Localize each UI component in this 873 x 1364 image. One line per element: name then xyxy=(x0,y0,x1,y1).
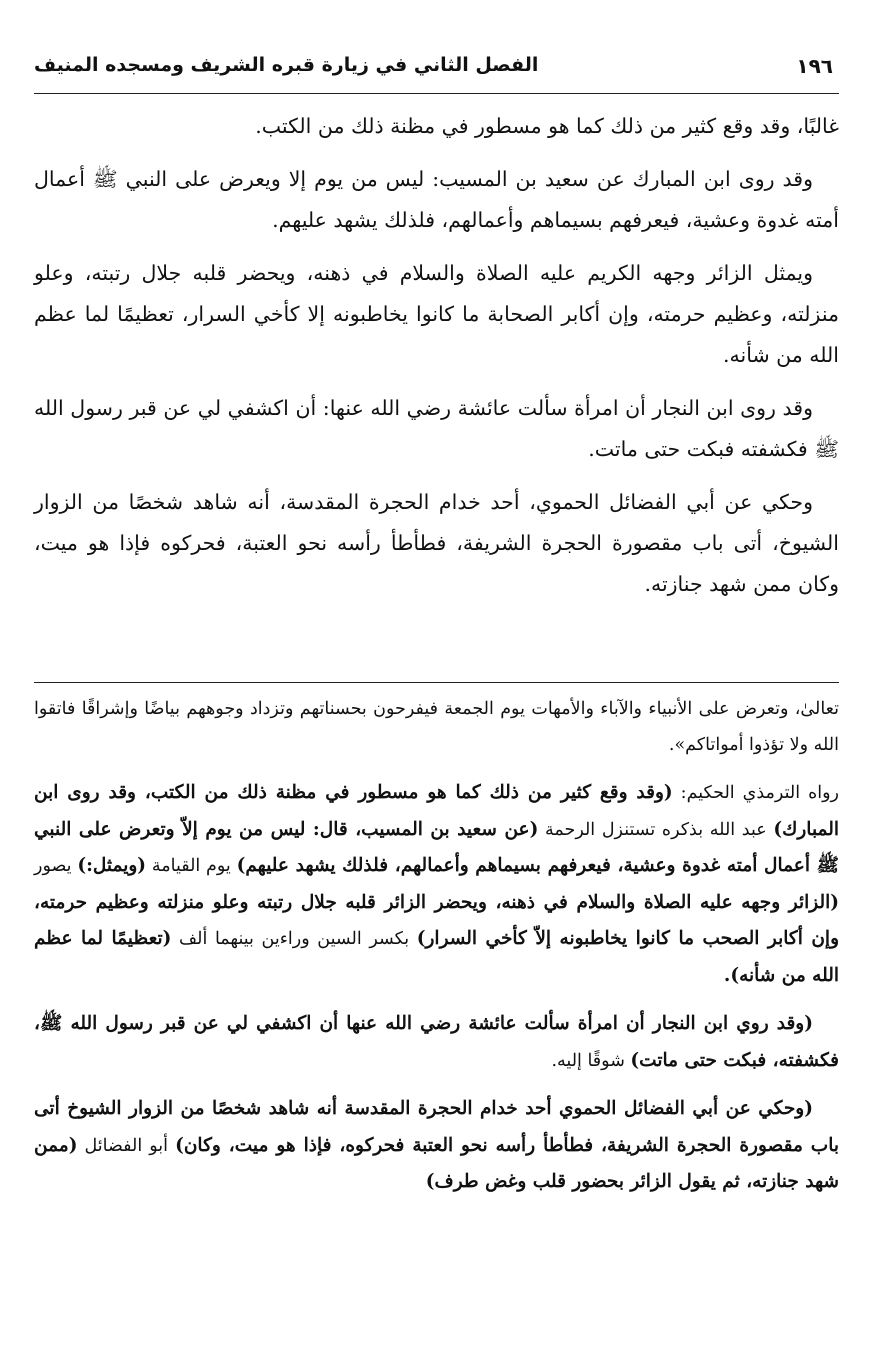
matn-quote: (ممن شهد جنازته، ثم يقول الزائر بحضور قلب وغض طرف) xyxy=(34,1134,839,1192)
matn-quote: (وحكي عن أبي الفضائل الحموي أحد خدام الحجرة المقدسة أنه شاهد شخصًا من الزوار الشيوخ أتى باب مقصورة الحجرة الشريفة، فطأطأ رأسه نحو العتبة فحركوه، فإذا هو ميت، وكان) xyxy=(34,1098,839,1156)
matn-quote: (الزائر وجهه عليه الصلاة والسلام في ذهنه، ويحضر الزائر قلبه جلال رتبته وعلو منزلته وعظيم حرمته، وإن أكابر الصحب ما كانوا يخاطبونه إلاّ كأخي السرار) xyxy=(34,891,840,949)
commentary-note: أبو الفضائل xyxy=(77,1135,176,1156)
commentary-note: يوم القيامة xyxy=(146,856,237,876)
chapter-title: الفصل الثاني في زيارة قبره الشريف ومسجده المنيف xyxy=(34,54,539,76)
matn-quote: (ويمثل:) xyxy=(77,855,147,876)
commentary-note: يصور xyxy=(34,856,78,876)
commentary-note: بكسر السين وراءين بينهما ألف xyxy=(171,929,417,949)
main-paragraph: وقد روى ابن المبارك عن سعيد بن المسيب: ليس من يوم إلا ويعرض على النبي ﷺ أعمال أمته غدوة وعشية، فيعرفهم بسيماهم وأعمالهم، فلذلك يشهد عليهم. xyxy=(34,167,839,232)
commentary-paragraph: تعالىٰ، وتعرض على الأنبياء والآباء والأمهات يوم الجمعة فيفرحون بحسناتهم وتزداد وجوههم بياضًا وإشراقًا فاتقوا الله ولا تؤذوا أمواتاكم». xyxy=(34,699,839,755)
main-paragraph: وحكي عن أبي الفضائل الحموي، أحد خدام الحجرة المقدسة، أنه شاهد شخصًا من الزوار الشيوخ، أتى باب مقصورة الحجرة الشريفة، فطأطأ رأسه نحو العتبة، فحركوه فإذا هو ميت، وكان ممن شهد جنازته. xyxy=(34,490,839,596)
commentary-divider xyxy=(34,682,839,683)
book-page xyxy=(34,0,839,1364)
commentary-note: رواه الترمذي الحكيم: xyxy=(672,783,839,803)
header-divider xyxy=(34,93,839,94)
matn-quote: (وقد روي ابن النجار أن امرأة سألت عائشة رضي الله عنها أن اكشفي لي عن قبر رسول الله ﷺ، فكشفته، فبكت حتى ماتت) xyxy=(34,1013,839,1071)
page-number: ١٩٦ xyxy=(796,54,833,78)
matn-quote: (تعظيمًا لما عظم الله من شأنه). xyxy=(34,928,839,986)
main-text xyxy=(34,106,839,617)
main-paragraph: وقد روى ابن النجار أن امرأة سألت عائشة رضي الله عنها: أن اكشفي لي عن قبر رسول الله ﷺ فكشفته فبكت حتى ماتت. xyxy=(34,396,839,461)
commentary-paragraph xyxy=(34,775,839,994)
main-paragraph: غالبًا، وقد وقع كثير من ذلك كما هو مسطور في مظنة ذلك من الكتب. xyxy=(255,114,839,138)
commentary-paragraph xyxy=(34,1091,839,1201)
commentary-note: شوقًا إليه. xyxy=(551,1050,631,1071)
matn-quote: (وقد وقع كثير من ذلك كما هو مسطور في مظنة ذلك من الكتب، وقد روى ابن المبارك) xyxy=(34,782,840,840)
main-paragraph: ويمثل الزائر وجهه الكريم عليه الصلاة والسلام في ذهنه، ويحضر قلبه جلال رتبته، وعلو منزلته، وعظيم حرمته، وإن أكابر الصحابة ما كانوا يخاطبونه إلا كأخي السرار، تعظيمًا لما عظم الله من شأنه. xyxy=(34,261,839,367)
commentary-paragraph xyxy=(34,1006,839,1079)
running-header xyxy=(34,52,839,92)
commentary xyxy=(34,692,839,1213)
commentary-note: عبد الله بذكره تستنزل الرحمة xyxy=(538,819,774,840)
matn-quote: (عن سعيد بن المسيب، قال: ليس من يوم إلاّ وتعرض على النبي ﷺ أعمال أمته غدوة وعشية، فيعرفهم بسيماهم وأعمالهم، فلذلك يشهد عليهم) xyxy=(34,818,840,876)
